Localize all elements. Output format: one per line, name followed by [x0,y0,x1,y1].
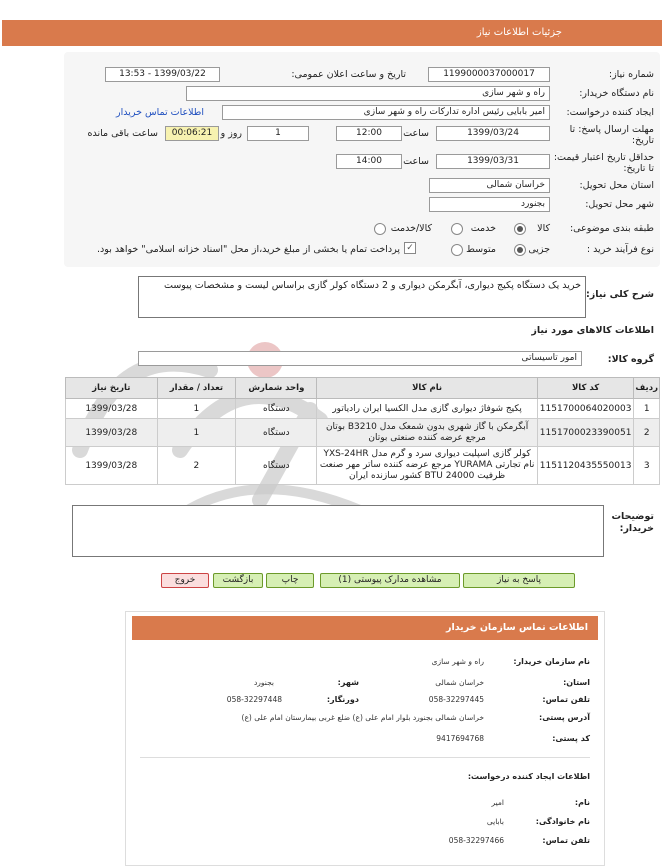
creator-name-label: نام: [574,798,590,807]
category-goods-label: کالا [537,223,550,234]
attachments-button[interactable]: مشاهده مدارک پیوستی (1) [320,573,460,588]
item-name: پکیج شوفاژ دیواری گازی مدل الکسیا ایران رادیاتور [317,399,537,419]
city-field: بجنورد [429,197,550,212]
contact-phone-value: 058-32297445 [428,695,484,704]
creator-family-label: نام خانوادگی: [535,817,590,826]
announce-label: تاریخ و ساعت اعلان عمومی: [291,69,406,80]
buyer-contact-box [125,611,605,866]
creator-phone-value: 058-32297466 [448,836,504,845]
send-time-label: ساعت [403,128,429,139]
process-partial-label: جزیی [528,244,550,255]
goods-section-title: اطلاعات کالاهای مورد نیاز [531,325,654,336]
description-text: خرید یک دستگاه پکیج دیواری، آبگرمکن دیواری و 2 دستگاه کولر گازی براساس لیست و مشخصات پیوست [164,280,581,291]
item-code: 1151700064020003 [537,399,634,419]
send-deadline-label: مهلت ارسال پاسخ: تا تاریخ: [569,124,654,146]
contact-city-value: بجنورد [253,678,274,687]
category-goods-service-label: کالا/خدمت [390,223,432,234]
item-name: کولر گازی اسپلیت دیواری سرد و گرم مدل YXS-24HR نام تجارتی YURAMA مرجع عرضه کننده ساتر مهر صنعت ظرفیت 24000 BTU کشور سازنده ایران [317,447,537,485]
announce-field: 1399/03/22 - 13:53 [105,67,220,82]
category-goods-service-radio[interactable] [374,223,386,235]
item-unit: دستگاه [236,447,317,485]
city-label: شهر محل تحویل: [585,199,654,210]
item-unit: دستگاه [236,419,317,447]
validity-label: حداقل تاریخ اعتبار قیمت: تا تاریخ: [553,152,654,174]
item-code: 1151120435550013 [537,447,634,485]
col-code: کد کالا [537,378,634,399]
treasury-payment-checkbox[interactable]: ✓ [404,242,416,254]
row-number: 2 [634,419,660,447]
goods-group-label: گروه کالا: [607,354,654,365]
contact-divider [140,757,590,758]
header-bar [2,20,662,46]
item-need-date: 1399/03/28 [66,419,158,447]
treasury-payment-note: پرداخت تمام یا بخشی از مبلغ خرید،از محل "اسناد خزانه اسلامی" خواهد بود. [97,244,400,255]
process-medium-radio[interactable] [451,244,463,256]
org-label: نام سازمان خریدار: [513,657,590,666]
contact-title: اطلاعات تماس سازمان خریدار [445,622,588,633]
goods-group-field: امور تاسیساتی [138,351,582,366]
category-label: طبقه بندی موضوعی: [569,223,654,234]
org-value: راه و شهر سازی [431,657,484,666]
item-name: آبگرمکن با گاز شهری بدون شمعک مدل B3210 بوتان مرجع عرضه کننده صنعتی بوتان [317,419,537,447]
contact-city-label: شهر: [337,678,359,687]
item-code: 1151700023390051 [537,419,634,447]
contact-address-label: آدرس پستی: [539,713,590,722]
col-name: نام کالا [317,378,537,399]
process-partial-radio[interactable] [514,244,526,256]
buyer-label: نام دستگاه خریدار: [579,88,654,99]
creator-family-value: بابایی [486,817,504,826]
category-goods-radio[interactable] [514,223,526,235]
table-row [66,419,660,447]
buyer-notes-label: توضیحات خریدار: [611,511,654,534]
contact-address-value: خراسان شمالی بجنورد بلوار امام علی (ع) ضلع غربی بیمارستان امام علی (ع) [241,713,484,722]
send-date-field[interactable]: 1399/03/24 [436,126,550,141]
need-number-field: 1199000037000017 [428,67,550,82]
creator-phone-label: تلفن تماس: [542,836,590,845]
contact-phone-label: تلفن تماس: [542,695,590,704]
creator-label: ایجاد کننده درخواست: [566,107,654,118]
creator-field: امیر بابایی رئیس اداره تدارکات راه و شهر سازی [222,105,550,120]
day-count-field: 1 [247,126,309,141]
province-label: استان محل تحویل: [579,180,654,191]
contact-fax-label: دورنگار: [326,695,359,704]
col-quantity: تعداد / مقدار [157,378,236,399]
item-need-date: 1399/03/28 [66,447,158,485]
remaining-label: ساعت باقی مانده [87,128,158,139]
item-quantity: 2 [157,447,236,485]
row-number: 1 [634,399,660,419]
contact-postal-label: کد پستی: [552,734,590,743]
validity-time-field[interactable]: 14:00 [336,154,402,169]
contact-province-label: استان: [563,678,590,687]
contact-postal-value: 9417694768 [436,734,484,743]
contact-title-bar [132,616,598,640]
validity-time-label: ساعت [403,156,429,167]
col-unit: واحد شمارش [236,378,317,399]
contact-province-value: خراسان شمالی [435,678,484,687]
category-service-label: خدمت [470,223,496,234]
goods-table-header [66,378,660,399]
table-row [66,399,660,419]
back-button[interactable]: بازگشت [213,573,263,588]
category-service-radio[interactable] [451,223,463,235]
process-medium-label: متوسط [466,244,496,255]
col-need-date: تاریخ نیاز [66,378,158,399]
goods-table [65,377,660,485]
description-box [138,276,586,318]
creator-section-title: اطلاعات ایجاد کننده درخواست: [467,772,590,781]
send-time-field[interactable]: 12:00 [336,126,402,141]
day-and-label: روز و [220,128,242,139]
exit-button[interactable]: خروج [161,573,209,588]
col-row-number: ردیف [634,378,660,399]
reply-button[interactable]: پاسخ به نیاز [463,573,575,588]
need-number-label: شماره نیاز: [608,69,654,80]
item-quantity: 1 [157,399,236,419]
page-header [0,0,666,50]
table-row [66,447,660,485]
buyer-contact-link[interactable]: اطلاعات تماس خریدار [115,107,204,118]
description-label: شرح کلی نیاز: [585,289,654,300]
print-button[interactable]: چاپ [266,573,314,588]
row-number: 3 [634,447,660,485]
item-need-date: 1399/03/28 [66,399,158,419]
province-field: خراسان شمالی [429,178,550,193]
creator-name-value: امیر [491,798,504,807]
process-label: نوع فرآیند خرید : [586,244,654,255]
validity-date-field[interactable]: 1399/03/31 [436,154,550,169]
item-quantity: 1 [157,419,236,447]
page-title: جزئیات اطلاعات نیاز [476,27,562,38]
buyer-notes-box [72,505,604,557]
buyer-field: راه و شهر سازی [186,86,550,101]
contact-fax-value: 058-32297448 [226,695,282,704]
item-unit: دستگاه [236,399,317,419]
remaining-time-field: 00:06:21 [165,126,219,141]
